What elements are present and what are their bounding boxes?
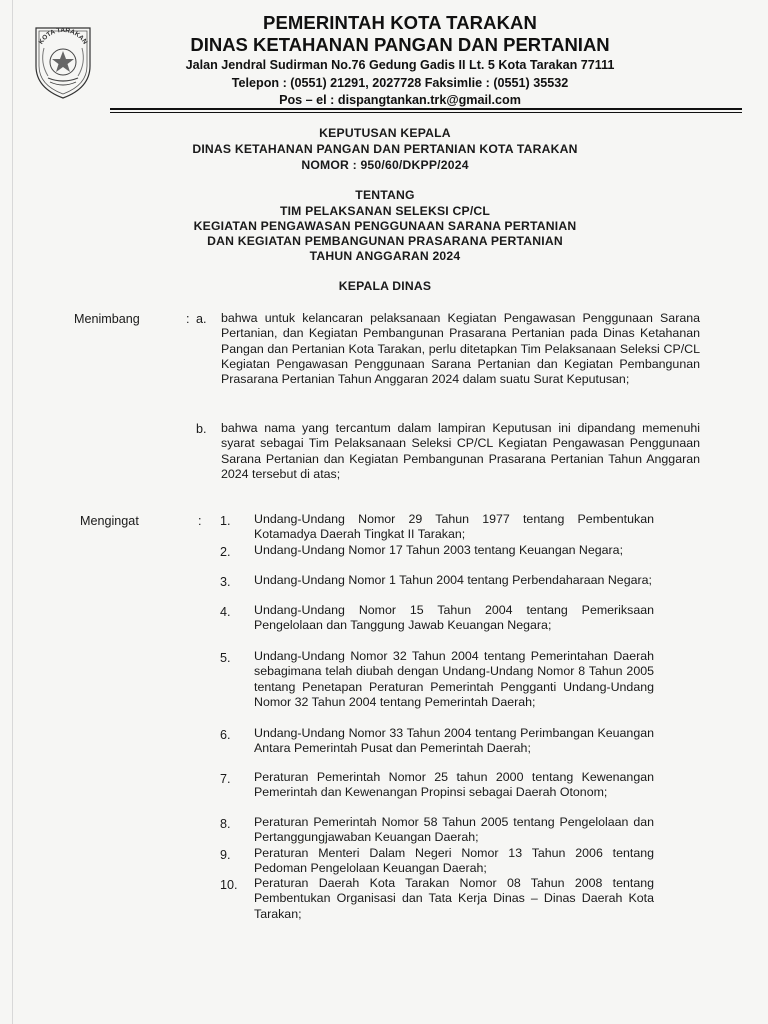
mengingat-item-10: Peraturan Daerah Kota Tarakan Nomor 08 Tahun 2008 tentang Pembentukan Organisasi dan Tata Kerja Dinas – Dinas Daerah Kota Tarakan; <box>254 876 654 921</box>
mengingat-item-2: Undang-Undang Nomor 17 Tahun 2003 tentang Keuangan Negara; <box>254 543 624 557</box>
menimbang-marker-b: b. <box>196 422 207 436</box>
mengingat-item-3: Undang-Undang Nomor 1 Tahun 2004 tentang Perbendaharaan Negara; <box>254 573 652 587</box>
menimbang-item-b: bahwa nama yang tercantum dalam lampiran Keputusan ini dipandang memenuhi syarat sebagai Tim Pelaksanaan Seleksi CP/CL Kegiatan Pengawasan Penggunaan Sarana Pertanian dan Kegiatan Pembangunan Prasarana Pertanian Tahun Anggaran 2024 tersebut di atas; <box>221 421 700 481</box>
letterhead-agency: DINAS KETAHANAN PANGAN DAN PERTANIAN <box>190 34 610 55</box>
letterhead-rule-thick <box>110 108 742 110</box>
decree-about: TENTANG <box>355 188 415 202</box>
decree-heading: KEPUTUSAN KEPALA <box>319 126 451 140</box>
svg-text:KOTA TARAKAN <box>38 27 89 46</box>
mengingat-item-1: Undang-Undang Nomor 29 Tahun 1977 tentang Pembentukan Kotamadya Daerah Tingkat II Tarakan; <box>254 512 654 542</box>
mengingat-marker-10: 10. <box>220 878 238 892</box>
decree-subject-3: DAN KEGIATAN PEMBANGUNAN PRASARANA PERTANIAN <box>207 234 563 248</box>
letterhead-government: PEMERINTAH KOTA TARAKAN <box>263 12 537 33</box>
decree-fiscal-year: TAHUN ANGGARAN 2024 <box>309 249 461 263</box>
letterhead-rule-thin <box>110 112 742 113</box>
decree-subject-2: KEGIATAN PENGAWASAN PENGGUNAAN SARANA PERTANIAN <box>193 219 577 233</box>
mengingat-marker-2: 2. <box>220 545 231 559</box>
mengingat-marker-7: 7. <box>220 772 231 786</box>
mengingat-marker-6: 6. <box>220 728 231 742</box>
menimbang-colon: : <box>186 312 190 326</box>
city-emblem-logo <box>30 18 96 100</box>
mengingat-marker-8: 8. <box>220 817 231 831</box>
mengingat-marker-4: 4. <box>220 605 231 619</box>
letterhead-address: Jalan Jendral Sudirman No.76 Gedung Gadis II Lt. 5 Kota Tarakan 77111 <box>185 58 615 72</box>
mengingat-marker-5: 5. <box>220 651 231 665</box>
mengingat-item-7: Peraturan Pemerintah Nomor 25 tahun 2000 tentang Kewenangan Pemerintah dan Kewenangan Propinsi sebagai Daerah Otonom; <box>254 770 654 800</box>
decree-subject-1: TIM PELAKSANAN SELEKSI CP/CL <box>279 204 491 218</box>
menimbang-item-a: bahwa untuk kelancaran pelaksanaan Kegiatan Pengawasan Penggunaan Sarana Pertanian, dan Kegiatan Pembangunan Prasarana Pertanian pada Dinas Ketahanan Pangan dan Pertanian Kota Tarakan, perlu ditetapkan Tim Pelaksanaan Seleksi CP/CL Kegiatan Pengawasan Penggunaan Sarana Pertanian dan Kegiatan Pembangunan Prasarana Pertanian Tahun Anggaran 2024 dalam suatu Surat Keputusan; <box>221 311 700 387</box>
decree-number: NOMOR : 950/60/DKPP/2024 <box>301 158 469 172</box>
menimbang-marker-a: a. <box>196 312 207 326</box>
mengingat-item-4: Undang-Undang Nomor 15 Tahun 2004 tentang Pemeriksaan Pengelolaan dan Tanggung Jawab Keuangan Negara; <box>254 603 654 633</box>
decree-issuer: DINAS KETAHANAN PANGAN DAN PERTANIAN KOTA TARAKAN <box>192 142 578 156</box>
emblem-text: KOTA TARAKAN <box>37 26 89 46</box>
letterhead-phone: Telepon : (0551) 21291, 2027728 Faksimlie : (0551) 35532 <box>231 76 569 90</box>
mengingat-marker-3: 3. <box>220 575 231 589</box>
mengingat-item-9: Peraturan Menteri Dalam Negeri Nomor 13 Tahun 2006 tentang Pedoman Pengelolaan Keuangan Daerah; <box>254 846 654 876</box>
scan-edge-line <box>12 0 13 1024</box>
mengingat-marker-9: 9. <box>220 848 231 862</box>
menimbang-label: Menimbang <box>74 312 140 326</box>
mengingat-marker-1: 1. <box>220 514 231 528</box>
mengingat-colon: : <box>198 514 202 528</box>
mengingat-item-8: Peraturan Pemerintah Nomor 58 Tahun 2005 tentang Pengelolaan dan Pertanggungjawaban Keuangan Daerah; <box>254 815 654 845</box>
mengingat-label: Mengingat <box>80 514 139 528</box>
letterhead-email: Pos – el : dispangtankan.trk@gmail.com <box>279 93 521 107</box>
mengingat-item-5: Undang-Undang Nomor 32 Tahun 2004 tentang Pemerintahan Daerah sebagimana telah diubah dengan Undang-Undang Nomor 8 Tahun 2005 tentang Penetapan Peraturan Pemerintah Pengganti Undang-Undang Nomor 32 Tahun 2004 tentang Pemerintah Daerah; <box>254 649 654 709</box>
mengingat-item-6: Undang-Undang Nomor 33 Tahun 2004 tentang Perimbangan Keuangan Antara Pemerintah Pusat dan Pemerintah Daerah; <box>254 726 654 756</box>
decree-authority: KEPALA DINAS <box>338 279 432 293</box>
